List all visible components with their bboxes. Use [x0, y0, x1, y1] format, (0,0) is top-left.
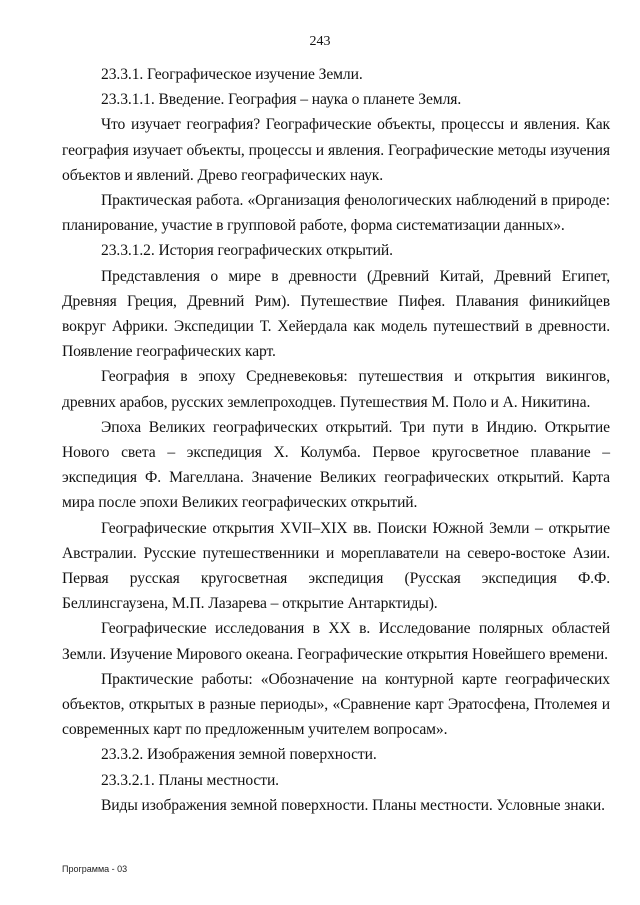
body-paragraph: Географические открытия XVII–XIX вв. Поиски Южной Земли – открытие Австралии. Русские путешественники и мореплаватели на северо-востоке Азии. Первая русская кругосветная экспедиция (Русская экспедиция Ф.Ф. Беллинсгаузена, М.П. Лазарева – открытие Антарктиды).: [62, 519, 610, 613]
body-paragraph: Практическая работа. «Организация фенологических наблюдений в природе: планирование, участие в групповой работе, форма систематизации данных».: [62, 192, 610, 235]
section-heading-23-3-1: 23.3.1. Географическое изучение Земли.: [101, 66, 363, 83]
body-paragraph: География в эпоху Средневековья: путешествия и открытия викингов, древних арабов, русских землепроходцев. Путешествия М. Поло и А. Никитина.: [62, 368, 610, 411]
section-heading-23-3-1-1: 23.3.1.1. Введение. География – наука о планете Земля.: [101, 91, 462, 109]
body-paragraph: Что изучает география? Географические объекты, процессы и явления. Как география изучает объекты, процессы и явления. Географические методы изучения объектов и явлений. Древо географических наук.: [62, 116, 610, 184]
body-paragraph: Виды изображения земной поверхности. Планы местности. Условные знаки.: [101, 796, 605, 814]
page-number: 243: [309, 34, 331, 49]
section-heading-23-3-2-1: 23.3.2.1. Планы местности.: [101, 771, 279, 789]
page-footer: Программа - 03: [62, 864, 128, 874]
body-paragraph: Практические работы: «Обозначение на контурной карте географических объектов, открытых в разные периоды», «Сравнение карт Эратосфена, Птолемея и современных карт по предложенным учителем вопросам».: [62, 670, 610, 739]
body-paragraph: Представления о мире в древности (Древний Китай, Древний Египет, Древняя Греция, Древний Рим). Путешествие Пифея. Плавания финикийцев вокруг Африки. Экспедиции Т. Хейердала как модель путешествий в древности. Появление географических карт.: [62, 267, 610, 361]
body-paragraph: Эпоха Великих географических открытий. Три пути в Индию. Открытие Нового света – экспедиция Х. Колумба. Первое кругосветное плавание – экспедиция Ф. Магеллана. Значение Великих географических открытий. Карта мира после эпохи Великих географических открытий.: [62, 418, 610, 512]
body-paragraph: Географические исследования в XX в. Исследование полярных областей Земли. Изучение Мирового океана. Географические открытия Новейшего времени.: [62, 620, 610, 663]
section-heading-23-3-2: 23.3.2. Изображения земной поверхности.: [101, 746, 377, 764]
section-heading-23-3-1-2: 23.3.1.2. История географических открытий.: [101, 242, 393, 260]
page-body: [62, 62, 610, 818]
